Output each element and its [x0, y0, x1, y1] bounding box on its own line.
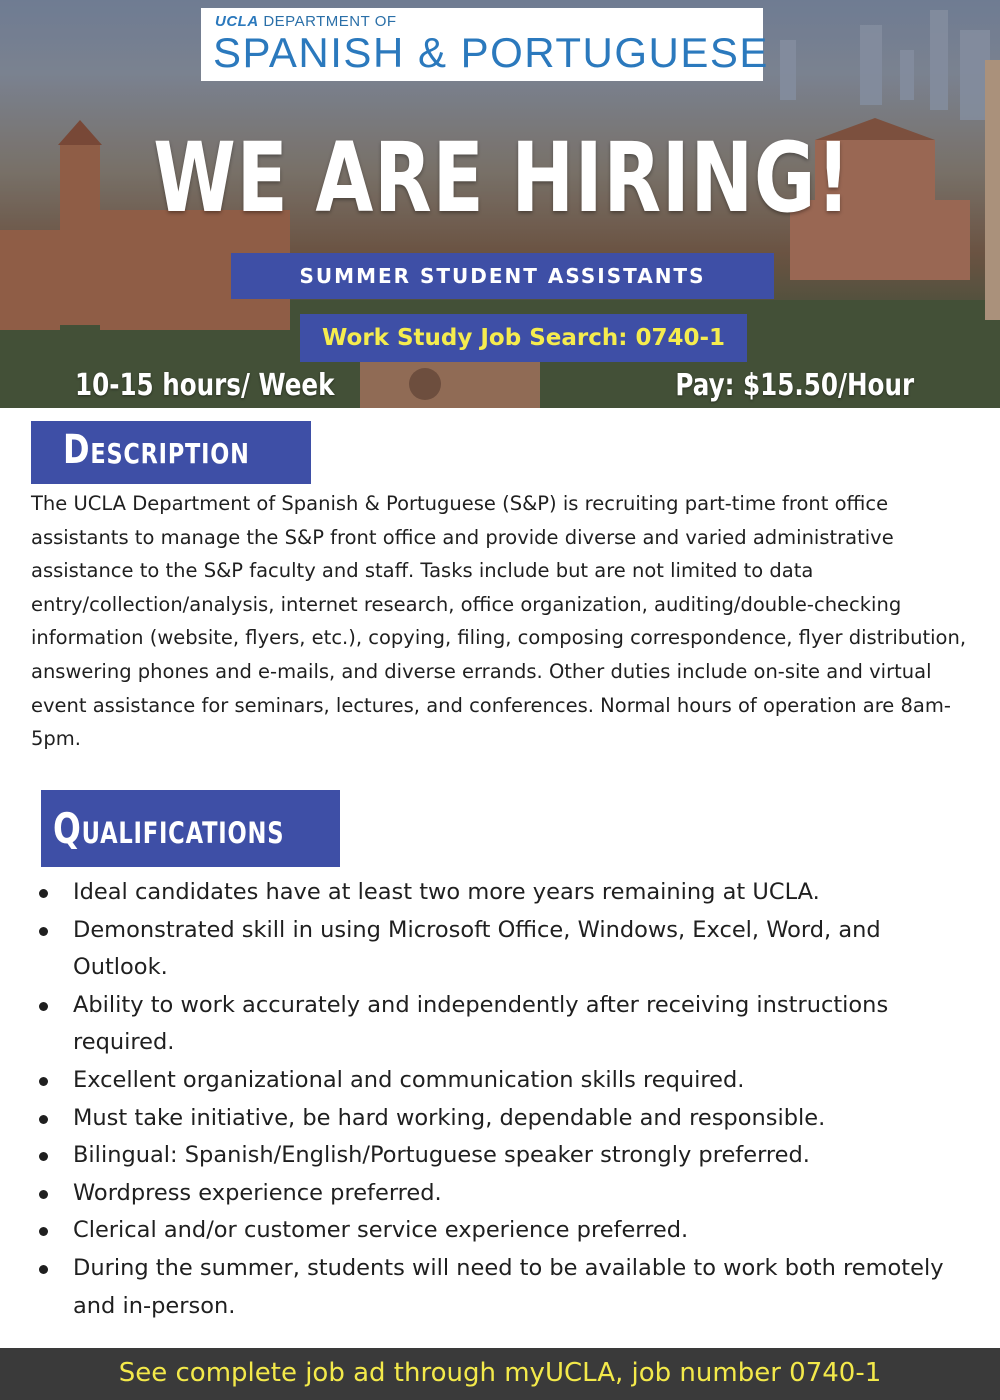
description-heading: Description: [31, 421, 311, 484]
list-item: Clerical and/or customer service experience preferred.: [31, 1212, 961, 1250]
list-item: During the summer, students will need to be available to work both remotely and in-person.: [31, 1250, 961, 1325]
bullet-icon: [39, 1077, 48, 1086]
hours-per-week: 10-15 hours/ Week: [75, 368, 335, 403]
footer-banner: See complete job ad through myUCLA, job number 0740-1: [0, 1348, 1000, 1400]
list-item: Demonstrated skill in using Microsoft Office, Windows, Excel, Word, and Outlook.: [31, 912, 961, 987]
list-item: Bilingual: Spanish/English/Portuguese speaker strongly preferred.: [31, 1137, 961, 1175]
qualifications-list: [31, 874, 961, 1325]
logo-department-of: UCLA DEPARTMENT OF: [215, 13, 397, 30]
bullet-icon: [39, 1152, 48, 1161]
bullet-icon: [39, 889, 48, 898]
position-title-badge: SUMMER STUDENT ASSISTANTS: [231, 253, 774, 299]
bullet-icon: [39, 1115, 48, 1124]
department-logo: [201, 8, 769, 81]
bullet-icon: [39, 1190, 48, 1199]
work-study-badge: Work Study Job Search: 0740-1: [300, 314, 747, 362]
list-item: Wordpress experience preferred.: [31, 1175, 961, 1213]
list-item: Must take initiative, be hard working, dependable and responsible.: [31, 1100, 961, 1138]
bullet-icon: [39, 1227, 48, 1236]
list-item: Ability to work accurately and independently after receiving instructions required.: [31, 987, 961, 1062]
bullet-icon: [39, 927, 48, 936]
description-body: The UCLA Department of Spanish & Portuguese (S&P) is recruiting part-time front office assistants to manage the S&P front office and provide diverse and varied administrative assistance to the S&P faculty and staff. Tasks include but are not limited to data entry/collection/analysis, internet research, office organization, auditing/double-checking information (website, flyers, etc.), copying, filing, composing correspondence, flyer distribution, answering phones and e-mails, and diverse errands. Other duties include on-site and virtual event assistance for seminars, lectures, and conferences. Normal hours of operation are 8am-5pm.: [31, 492, 967, 751]
list-item: Ideal candidates have at least two more years remaining at UCLA.: [31, 874, 961, 912]
list-item: Excellent organizational and communication skills required.: [31, 1062, 961, 1100]
qualifications-heading: Qualifications: [41, 790, 340, 867]
bullet-icon: [39, 1002, 48, 1011]
logo-spanish-portuguese: SPANISH & PORTUGUESE: [213, 29, 769, 76]
pay-rate: Pay: $15.50/Hour: [675, 368, 914, 403]
bullet-icon: [39, 1265, 48, 1274]
hero-banner: [0, 0, 1000, 408]
hiring-headline: WE ARE HIRING!: [153, 122, 852, 234]
